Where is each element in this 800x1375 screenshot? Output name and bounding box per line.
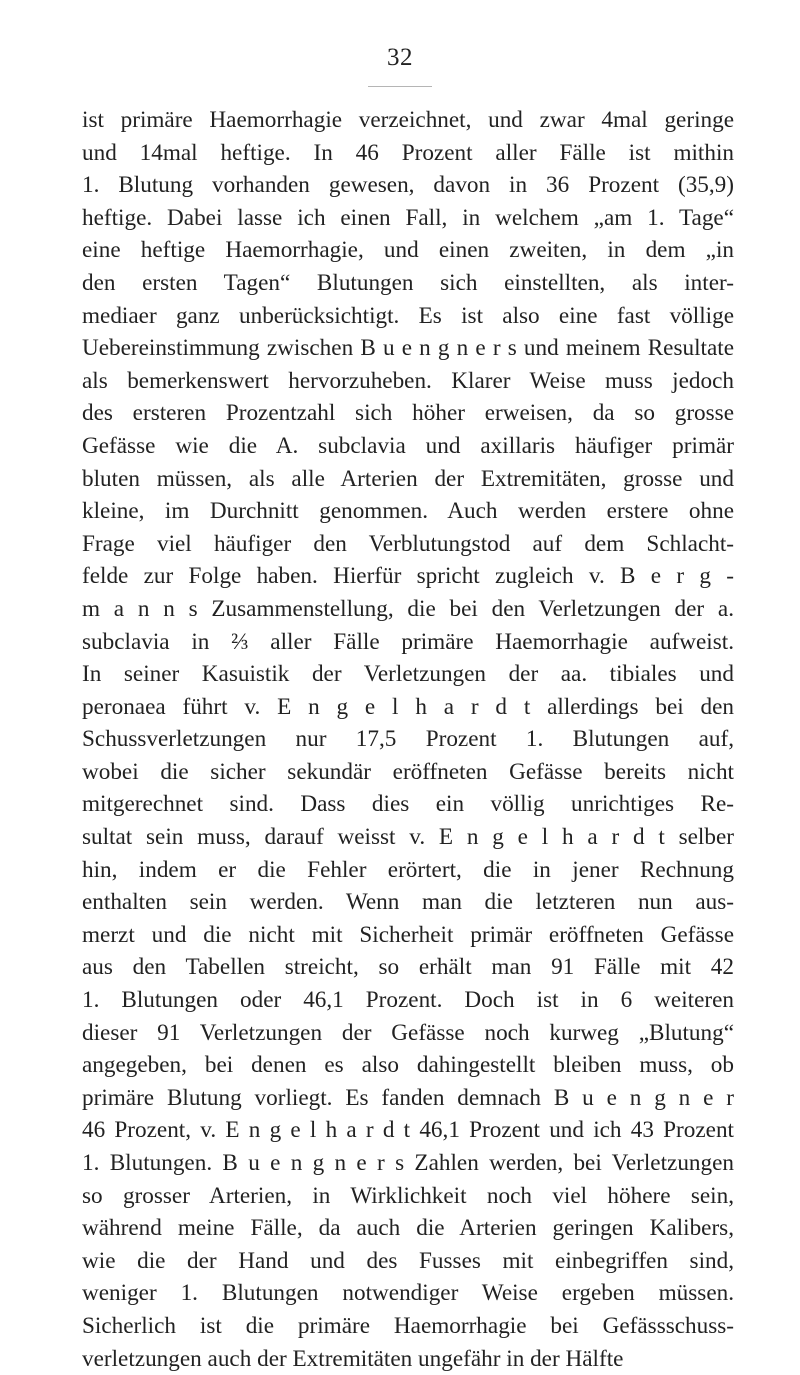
text-line: angegeben, bei denen es also dahingestellt bleiben muss, ob bbox=[82, 1052, 734, 1079]
text-line: Schussverletzungen nur 17,5 Prozent 1. Blutungen auf, bbox=[82, 726, 734, 753]
text-line: Sicherlich ist die primäre Haemorrhagie bei Gefässschuss- bbox=[82, 1312, 734, 1339]
text-line: den ersten Tagen“ Blutungen sich einstellten, als inter- bbox=[82, 269, 734, 296]
text-line: aus den Tabellen streicht, so erhält man 91 Fälle mit 42 bbox=[82, 954, 734, 981]
text-line: heftige. Dabei lasse ich einen Fall, in welchem „am 1. Tage“ bbox=[82, 204, 734, 231]
text-line: 1. Blutungen oder 46,1 Prozent. Doch ist in 6 weiteren bbox=[82, 987, 734, 1014]
text-line: verletzungen auch der Extremitäten ungefähr in der Hälfte bbox=[82, 1345, 624, 1372]
body-text bbox=[82, 104, 734, 1375]
text-line: mitgerechnet sind. Dass dies ein völlig unrichtiges Re- bbox=[82, 791, 734, 818]
text-line: ist primäre Haemorrhagie verzeichnet, und zwar 4mal geringe bbox=[82, 107, 734, 133]
text-line: felde zur Folge haben. Hierfür spricht zugleich v. B e r g - bbox=[82, 563, 734, 590]
text-line: und 14mal heftige. In 46 Prozent aller Fälle ist mithin bbox=[82, 139, 734, 166]
text-line: kleine, im Durchnitt genommen. Auch werden erstere ohne bbox=[82, 498, 734, 525]
text-line: 1. Blutung vorhanden gewesen, davon in 36 Prozent (35,9) bbox=[82, 172, 734, 199]
text-line: hin, indem er die Fehler erörtert, die in jener Rechnung bbox=[82, 856, 734, 883]
text-line: mediaer ganz unberücksichtigt. Es ist also eine fast völlige bbox=[82, 302, 734, 329]
text-line: während meine Fälle, da auch die Arterien geringen Kalibers, bbox=[82, 1215, 734, 1242]
text-line: 1. Blutungen. B u e n g n e r s Zahlen werden, bei Verletzungen bbox=[82, 1150, 734, 1176]
text-line: In seiner Kasuistik der Verletzungen der aa. tibiales und bbox=[82, 661, 734, 688]
text-line: subclavia in ⅔ aller Fälle primäre Haemorrhagie aufweist. bbox=[82, 628, 734, 655]
text-line: enthalten sein werden. Wenn man die letzteren nun aus- bbox=[82, 889, 734, 916]
page-number: 32 bbox=[387, 44, 413, 71]
text-line: wie die der Hand und des Fusses mit einbegriffen sind, bbox=[82, 1247, 734, 1274]
text-line: 46 Prozent, v. E n g e l h a r d t 46,1 Prozent und ich 43 Prozent bbox=[82, 1117, 734, 1144]
text-line: dieser 91 Verletzungen der Gefässe noch kurweg „Blutung“ bbox=[82, 1019, 734, 1046]
text-line: Uebereinstimmung zwischen B u e n g n e r s und meinem Resultate bbox=[82, 335, 734, 362]
text-line: primäre Blutung vorliegt. Es fanden demnach B u e n g n e r bbox=[82, 1084, 734, 1111]
text-line: Gefässe wie die A. subclavia und axillaris häufiger primär bbox=[82, 432, 734, 459]
text-line: bluten müssen, als alle Arterien der Extremitäten, grosse und bbox=[82, 465, 734, 492]
text-line: peronaea führt v. E n g e l h a r d t allerdings bei den bbox=[82, 693, 734, 720]
text-line: merzt und die nicht mit Sicherheit primär eröffneten Gefässe bbox=[82, 921, 734, 948]
header-rule bbox=[368, 86, 432, 87]
text-line: sultat sein muss, darauf weisst v. E n g e l h a r d t selber bbox=[82, 824, 734, 851]
text-line: weniger 1. Blutungen notwendiger Weise ergeben müssen. bbox=[82, 1280, 734, 1307]
text-line: so grosser Arterien, in Wirklichkeit noch viel höhere sein, bbox=[82, 1182, 734, 1209]
text-line: als bemerkenswert hervorzuheben. Klarer Weise muss jedoch bbox=[82, 367, 734, 394]
text-line: wobei die sicher sekundär eröffneten Gefässe bereits nicht bbox=[82, 758, 734, 785]
text-line: Frage viel häufiger den Verblutungstod auf dem Schlacht- bbox=[82, 530, 734, 557]
text-line: des ersteren Prozentzahl sich höher erweisen, da so grosse bbox=[82, 400, 734, 427]
text-line: m a n n s Zusammenstellung, die bei den Verletzungen der a. bbox=[82, 595, 734, 622]
text-line: eine heftige Haemorrhagie, und einen zweiten, in dem „in bbox=[82, 237, 734, 264]
